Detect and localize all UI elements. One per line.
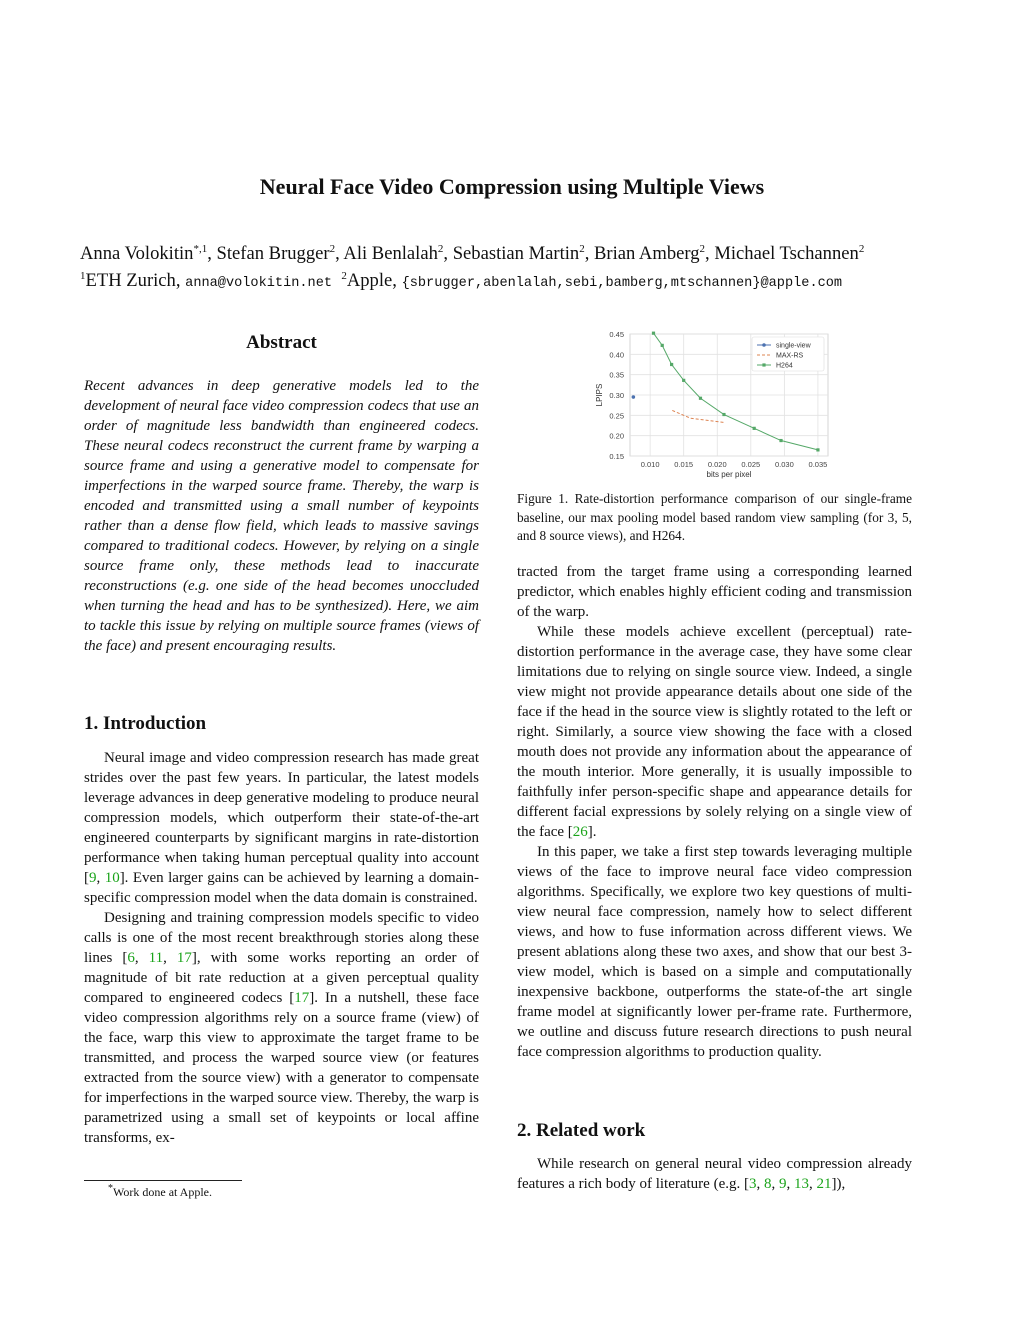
data-point [632, 395, 636, 399]
y-tick-label: 0.15 [609, 452, 624, 461]
author-affiliation-mark: 2 [699, 243, 706, 255]
data-point [779, 439, 782, 442]
x-tick-label: 0.030 [774, 460, 794, 469]
intro-body-right [517, 562, 912, 1062]
footnote-rule [84, 1180, 242, 1181]
citation-link[interactable]: 6 [127, 950, 135, 966]
abstract-text: Recent advances in deep generative models led to the development of neural face video compression codecs that use an order of magnitude less bandwidth than engineered codecs. These neural codecs reconstruct the current frame by warping a source frame and using a generative model to compensate for imperfections in the warped source frame. Thereby, the warp is encoded and transmitted using a small number of keypoints rather than a dense flow field, which leads to massive savings compared to traditional codecs. However, by relying on a single source frame only, these methods lead to inaccurate reconstructions (e.g. one side of the head becomes unoccluded when turning the head and has to be synthesized). Here, we aim to tackle this issue by relying on multiple source frames (views of the face) and present encouraging results. [84, 378, 479, 654]
footnote [84, 1183, 212, 1200]
related-p1-text: While research on general neural video compression already features a rich body of literature (e.g. [ [517, 1156, 912, 1192]
intro-p3-text: While these models achieve excellent (perceptual) rate-distortion performance in the average case, they have some clear limitations due to relying on single source view. Indeed, a single view might not provide appearance details about one side of the face if the head in the source view is slightly rotated to the left or right. Similarly, a source view showing the face with a closed mouth does not provide any information about the appearance of the mouth interior. More generally, it is usually impossible to faithfully infer person-specific shape and appearance details for different facial expressions by solely relying on a single view of the face [ [517, 624, 912, 840]
citation-link[interactable]: 9 [89, 870, 97, 886]
figure-caption: Figure 1. Rate-distortion performance comparison of our single-frame baseline, our max pooling model based random view sampling (for 3, 5, and 8 source views), and H264. [517, 491, 912, 544]
x-tick-label: 0.010 [640, 460, 660, 469]
intro-paragraph-1: Neural image and video compression research has made great strides over the past few years. In particular, the latest models leverage advances in deep generative modeling to produce neural compression models, which outperform their state-of-the-art engineered counterparts by significant margins in rate-distortion performance when taking human perceptual quality into account [9, 10]. Even larger gains can be achieved by learning a domain-specific compression model when the data domain is constrained. [84, 750, 479, 906]
x-axis-label: bits per pixel [706, 470, 752, 479]
intro-heading: 1. Introduction [84, 713, 207, 734]
rate-distortion-chart [590, 330, 890, 480]
author-affiliation-mark: 2 [329, 243, 336, 255]
author-affiliation-mark: 2 [579, 243, 585, 255]
y-tick-label: 0.35 [609, 370, 624, 380]
data-point [670, 363, 673, 366]
citation-link[interactable]: 3 [748, 1176, 757, 1192]
legend-label: MAX-RS [776, 352, 804, 360]
related-paragraph-1: While research on general neural video compression already features a rich body of literature (e.g. [3, 8, 9, 13, 21]), [517, 1156, 912, 1192]
intro-body-left [84, 748, 479, 1148]
intro-p2-text-end: ]. In a nutshell, these face video compression algorithms rely on a source frame (view) of the face, warp this view to approximate the target frame to be transmitted, and process the warped source view (or features extracted from the source view) with a generator to compensate for imperfections in the warped source view. Thereby, the warp is parametrized using a small set of keypoints or local affine transforms, ex- [84, 990, 479, 1146]
y-tick-label: 0.20 [609, 431, 624, 441]
legend-marker [762, 363, 765, 366]
intro-paragraph-continued: tracted from the target frame using a corresponding learned predictor, which enables highly efficient coding and transmission of the warp. [517, 564, 912, 620]
intro-p3-text-end: ]. [587, 824, 597, 840]
author-list: Anna Volokitin$^{*,1}$, Stefan Brugger$^2$, Ali Benlalah$^2$, Sebastian Martin$^2$, Brian Amberg$^2$, Michael Tschannen$^2$ [80, 243, 865, 265]
citation-link[interactable]: 9 [778, 1176, 787, 1192]
author-name: Michael Tschannen [714, 243, 859, 265]
citation-link[interactable]: 8 [763, 1176, 772, 1192]
x-tick-label: 0.025 [741, 460, 761, 469]
x-tick-label: 0.035 [808, 460, 828, 469]
author-name: Brian Amberg [594, 243, 700, 265]
y-tick-label: 0.45 [609, 330, 624, 339]
y-tick-label: 0.40 [609, 350, 624, 360]
citation-link[interactable]: 21 [816, 1176, 832, 1192]
affil2-mark: 2 [341, 270, 347, 283]
data-point [652, 332, 655, 335]
affil1-email[interactable]: anna@volokitin.net [185, 276, 333, 292]
intro-p2-text-mid: ], with some works reporting an order of magnitude of bit rate reduction at a given perceptual quality compared to engineered codecs [ [84, 950, 480, 1006]
citation-link[interactable]: 10 [104, 870, 120, 886]
data-point [682, 379, 685, 382]
affil2-name: Apple, [346, 270, 397, 292]
x-tick-label: 0.020 [707, 460, 727, 469]
legend-marker [762, 343, 766, 347]
intro-paragraph-2: Designing and training compression models specific to video calls is one of the most recent breakthrough stories along these lines [6, 11, 17], with some works reporting an order of magnitude of bit rate reduction at a given perceptual quality compared to engineered codecs [17]. In a nutshell, these face video compression algorithms rely on a source frame (view) of the face, warp this view to approximate the target frame to be transmitted, and process the warped source view (or features extracted from the source view) with a generator to compensate for imperfections in the warped source view. Thereby, the warp is parametrized using a small set of keypoints or local affine transforms, ex- [84, 910, 480, 1146]
affiliations [80, 265, 960, 295]
citation-link[interactable]: 17 [294, 990, 310, 1006]
author-affiliation-mark: *,1 [193, 243, 208, 255]
legend-label: single-view [776, 342, 811, 350]
x-tick-label: 0.015 [674, 460, 694, 469]
abstract-heading: Abstract [246, 332, 317, 353]
intro-p1-text: Neural image and video compression research has made great strides over the past few years. In particular, the latest models leverage advances in deep generative modeling to produce neural compression models, which outperform their state-of-the-art engineered counterparts by significant margins in rate-distortion performance when taking human perceptual quality into account [ [84, 750, 479, 886]
intro-p1-text-end: ]. Even larger gains can be achieved by learning a domain-specific compression model when the data domain is constrained. [84, 870, 479, 906]
intro-p2-text: Designing and training compression models specific to video calls is one of the most recent breakthrough stories along these lines [ [84, 910, 479, 966]
affil2-email[interactable]: {sbrugger,abenlalah,sebi,bamberg,mtschannen}@apple.com [401, 276, 843, 292]
legend-label: H264 [776, 362, 793, 370]
author-name: Sebastian Martin [452, 243, 580, 265]
affil1-name: ETH Zurich, [85, 270, 181, 292]
author-affiliation-mark: 2 [858, 243, 865, 255]
citation-link[interactable]: 11 [148, 950, 164, 966]
related-p1-text-end: ]), [831, 1176, 846, 1192]
citation-link[interactable]: 17 [176, 950, 192, 966]
author-name: Anna Volokitin [80, 243, 194, 265]
footnote-mark: * [108, 1183, 113, 1194]
data-point [753, 427, 756, 430]
y-tick-label: 0.25 [609, 411, 624, 421]
author-name: Stefan Brugger [216, 243, 330, 265]
affil1-mark: 1 [80, 270, 86, 283]
paper-title: Neural Face Video Compression using Multiple Views [259, 174, 765, 199]
y-axis-label: LPIPS [595, 383, 604, 407]
intro-paragraph-3 [517, 622, 912, 842]
intro-paragraph-4: In this paper, we take a first step towards leveraging multiple views of the face to improve neural face video compression algorithms. Specifically, we explore two key questions of multi-view neural face compression, namely how to select different views, and how to fuse information across different views. We present ablations along these two axes, and show that our best 3-view model, which is based on a simple and computationally inexpensive backbone, outperforms the state-of-the art single frame model at significantly lower per-frame rate. Furthermore, we outline and discuss future research directions to push neural face compression algorithms to production quality. [517, 844, 912, 1060]
citation-link[interactable]: 13 [793, 1176, 809, 1192]
footnote-text: Work done at Apple. [113, 1185, 213, 1199]
author-block [80, 238, 960, 295]
data-point [722, 413, 725, 416]
citation-link[interactable]: 26 [572, 824, 588, 840]
author-name: Ali Benlalah [343, 243, 438, 265]
y-tick-label: 0.30 [609, 391, 624, 400]
related-work-body [517, 1154, 912, 1194]
data-point [816, 448, 819, 451]
author-affiliation-mark: 2 [437, 243, 444, 255]
related-work-heading: 2. Related work [517, 1120, 646, 1141]
data-point [699, 397, 702, 400]
data-point [661, 344, 664, 347]
